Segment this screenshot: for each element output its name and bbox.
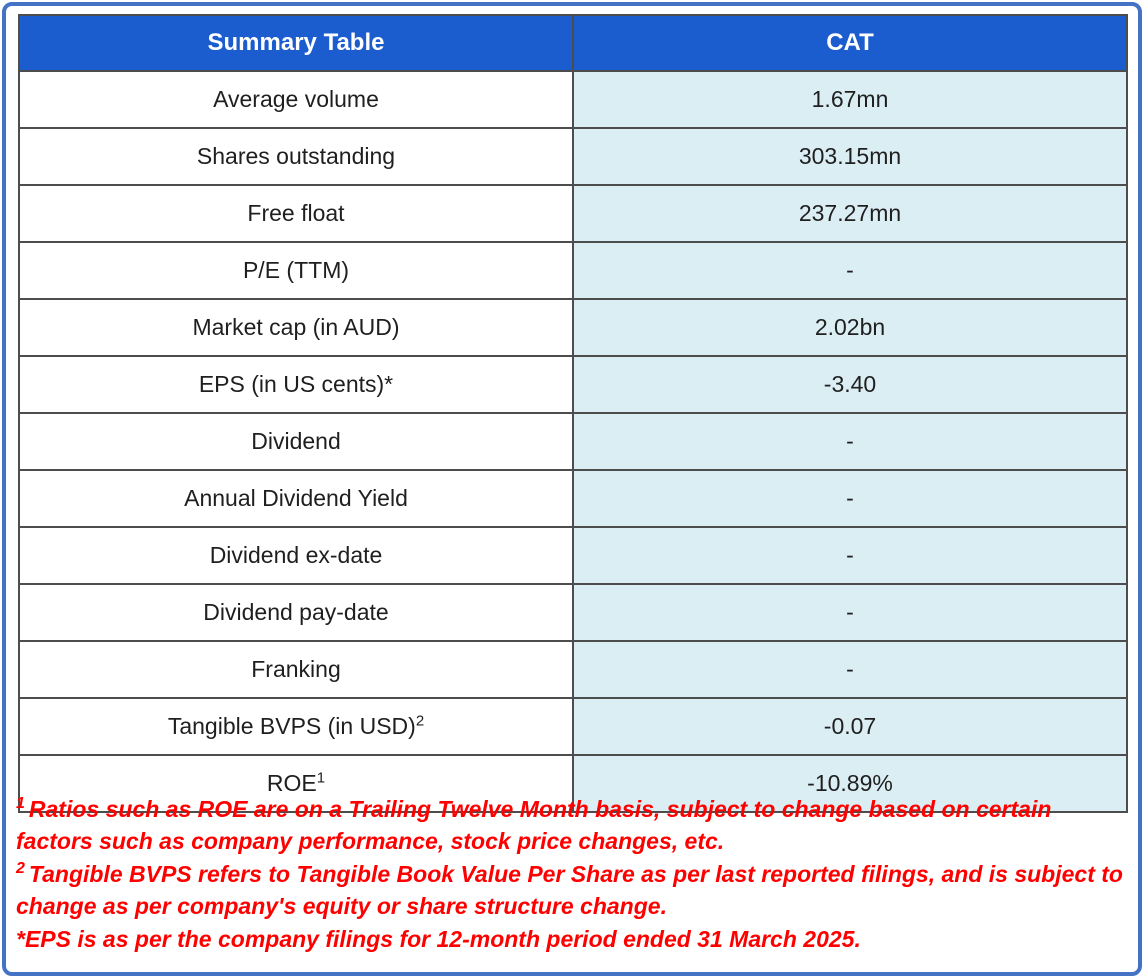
table-row	[19, 527, 1127, 584]
row-value-franking: -	[573, 641, 1127, 698]
row-label-text: Market cap (in AUD)	[192, 314, 400, 340]
row-value-pe-ttm: -	[573, 242, 1127, 299]
row-label-sup: 2	[415, 712, 425, 730]
footnote-eps	[16, 923, 1128, 955]
row-value-dividend: -	[573, 413, 1127, 470]
row-label-text: Annual Dividend Yield	[184, 485, 408, 511]
row-label-dividend-pay-date	[19, 584, 573, 641]
row-label-franking	[19, 641, 573, 698]
row-label-dividend	[19, 413, 573, 470]
footnote-text: *EPS is as per the company filings for 12-month period ended 31 March 2025.	[16, 926, 861, 952]
table-row	[19, 413, 1127, 470]
row-label-text: ROE	[266, 770, 317, 796]
table-row	[19, 242, 1127, 299]
row-label-text: Franking	[251, 656, 341, 682]
footnote-tangible-bvps	[16, 858, 1128, 922]
row-label-text: P/E (TTM)	[242, 257, 350, 283]
row-label-tangible-bvps	[19, 698, 573, 755]
row-label-text: Tangible BVPS (in USD)	[167, 713, 416, 739]
row-label-text: Dividend pay-date	[203, 599, 389, 625]
row-value-roe: -10.89%	[573, 755, 1127, 812]
row-label-sup: 1	[316, 769, 326, 787]
table-row	[19, 185, 1127, 242]
row-label-pe-ttm	[19, 242, 573, 299]
row-label-text: Dividend ex-date	[209, 542, 383, 568]
footnote-sup-2: 2	[16, 860, 25, 878]
row-label-dividend-ex-date	[19, 527, 573, 584]
row-label-text: Free float	[247, 200, 345, 226]
table-row	[19, 299, 1127, 356]
footnote-roe	[16, 793, 1128, 857]
row-label-text: Dividend	[251, 428, 341, 454]
row-label-eps	[19, 356, 573, 413]
footnote-text: Ratios such as ROE are on a Trailing Twelve Month basis, subject to change based on certain factors such as company performance, stock price changes, etc.	[16, 796, 1052, 854]
table-row	[19, 641, 1127, 698]
row-label-shares-outstanding	[19, 128, 573, 185]
footnote-text: Tangible BVPS refers to Tangible Book Value Per Share as per last reported filings, and is subject to change as per company's equity or share structure change.	[16, 861, 1123, 919]
row-value-dividend-pay-date: -	[573, 584, 1127, 641]
row-label-market-cap	[19, 299, 573, 356]
row-value-tangible-bvps: -0.07	[573, 698, 1127, 755]
row-value-shares-outstanding: 303.15mn	[573, 128, 1127, 185]
row-label-annual-dividend-yield	[19, 470, 573, 527]
table-row	[19, 128, 1127, 185]
row-label-free-float	[19, 185, 573, 242]
table-row	[19, 584, 1127, 641]
table-row	[19, 698, 1127, 755]
row-value-average-volume: 1.67mn	[573, 71, 1127, 128]
row-value-eps: -3.40	[573, 356, 1127, 413]
summary-table-header: Summary Table	[19, 15, 573, 71]
row-value-annual-dividend-yield: -	[573, 470, 1127, 527]
footnotes	[16, 793, 1128, 956]
header-row	[19, 15, 1127, 71]
row-label-text: EPS (in US cents)*	[198, 371, 394, 397]
table-row	[19, 71, 1127, 128]
row-label-text: Shares outstanding	[196, 143, 396, 169]
table-row	[19, 470, 1127, 527]
ticker-header: CAT	[573, 15, 1127, 71]
footnote-sup-1: 1	[16, 795, 25, 813]
row-value-market-cap: 2.02bn	[573, 299, 1127, 356]
row-label-average-volume	[19, 71, 573, 128]
row-value-free-float: 237.27mn	[573, 185, 1127, 242]
summary-table	[18, 14, 1128, 813]
row-label-text: Average volume	[213, 86, 379, 112]
row-value-dividend-ex-date: -	[573, 527, 1127, 584]
table-row	[19, 356, 1127, 413]
